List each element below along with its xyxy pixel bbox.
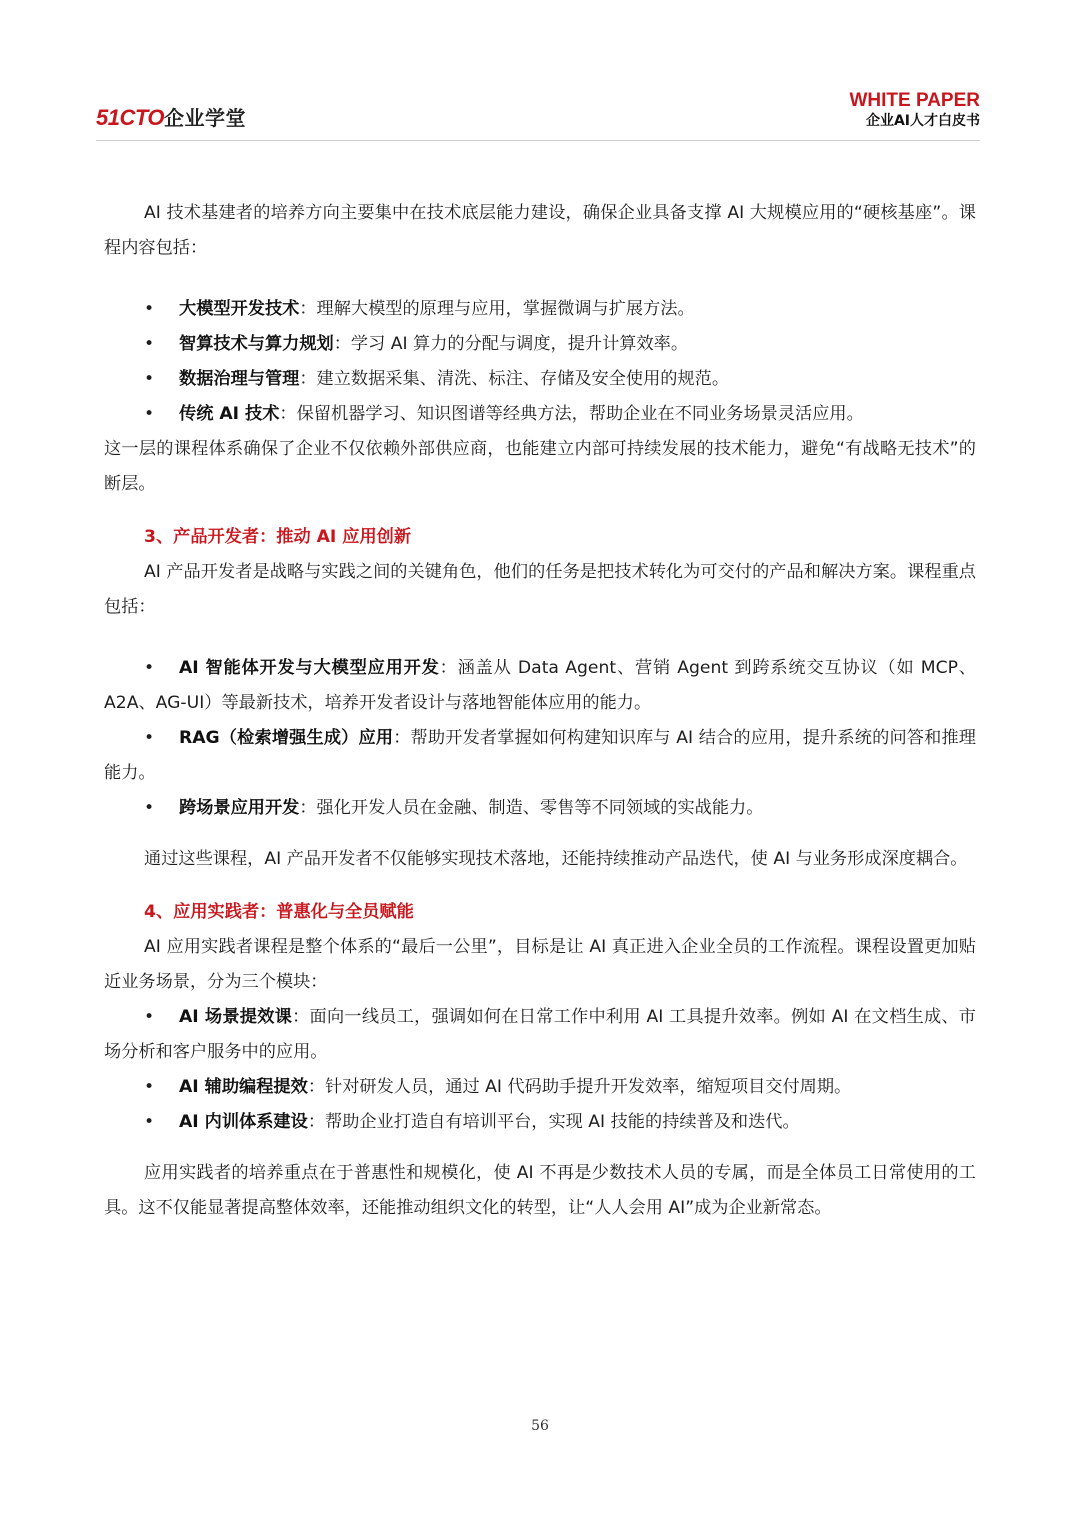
- list-item-term: 大模型开发技术: [179, 299, 300, 319]
- list-item: [104, 327, 976, 362]
- white-paper-subtitle: 企业AI人才白皮书: [865, 113, 980, 129]
- list-item-term: AI 智能体开发与大模型应用开发: [179, 658, 440, 678]
- logo-brand: 51CTO: [96, 105, 165, 130]
- 51cto-logo: [96, 102, 246, 131]
- bullet-icon: •: [144, 728, 155, 748]
- list-item-term: 传统 AI 技术: [179, 404, 280, 424]
- list-item-term: AI 辅助编程提效: [179, 1077, 308, 1097]
- list-item-desc: ：针对研发人员，通过 AI 代码助手提升开发效率，缩短项目交付周期。: [307, 1077, 852, 1097]
- list-item: [104, 397, 976, 432]
- list-item: [104, 651, 976, 721]
- list-item: [104, 292, 976, 327]
- list-item-term: AI 场景提效课: [179, 1007, 293, 1027]
- section2-conclusion: 这一层的课程体系确保了企业不仅依赖外部供应商，也能建立内部可持续发展的技术能力，避免“有战略无技术”的断层。: [104, 439, 976, 494]
- bullet-icon: •: [144, 334, 155, 354]
- bullet-icon: •: [144, 404, 155, 424]
- list-item: [104, 1070, 976, 1105]
- list-item-desc: ：强化开发人员在金融、制造、零售等不同领域的实战能力。: [299, 798, 764, 818]
- logo-school: 企业学堂: [164, 106, 247, 130]
- list-item-desc: ：保留机器学习、知识图谱等经典方法，帮助企业在不同业务场景灵活应用。: [279, 404, 864, 424]
- list-item-term: 数据治理与管理: [179, 369, 300, 389]
- bullet-icon: •: [144, 1007, 155, 1027]
- page-header: [96, 88, 980, 140]
- bullet-icon: •: [144, 1077, 155, 1097]
- list-item: [104, 362, 976, 397]
- list-item-desc: ：学习 AI 算力的分配与调度，提升计算效率。: [333, 334, 689, 354]
- list-item-term: RAG（检索增强生成）应用: [179, 728, 394, 748]
- header-divider: [96, 140, 980, 141]
- section4-heading: 4、应用实践者：普惠化与全员赋能: [144, 902, 414, 922]
- list-item: [104, 1000, 976, 1070]
- white-paper-label: [849, 90, 980, 130]
- white-paper-title: WHITE PAPER: [849, 90, 980, 111]
- bullet-icon: •: [144, 369, 155, 389]
- section3-intro: AI 产品开发者是战略与实践之间的关键角色，他们的任务是把技术转化为可交付的产品和解决方案。课程重点包括：: [104, 562, 976, 617]
- section4-conclusion: 应用实践者的培养重点在于普惠性和规模化，使 AI 不再是少数技术人员的专属，而是全体员工日常使用的工具。这不仅能显著提高整体效率，还能推动组织文化的转型，让“人人会用 AI”成为企业新常态。: [104, 1163, 976, 1218]
- list-item: [104, 721, 976, 791]
- bullet-icon: •: [144, 658, 155, 678]
- list-item-desc: ：理解大模型的原理与应用，掌握微调与扩展方法。: [299, 299, 695, 319]
- section3-heading: 3、产品开发者：推动 AI 应用创新: [144, 527, 412, 547]
- list-item-desc: ：帮助企业打造自有培训平台，实现 AI 技能的持续普及和迭代。: [307, 1112, 800, 1132]
- document-body: [104, 196, 976, 1226]
- list-item-desc: ：涵盖从 Data Agent、营销 Agent 到跨系统交互协议（如 MCP、A2A、AG-UI）等最新技术，培养开发者设计与落地智能体应用的能力。: [104, 658, 976, 713]
- page-number: 56: [531, 1418, 549, 1434]
- list-item-desc: ：帮助开发者掌握如何构建知识库与 AI 结合的应用，提升系统的问答和推理能力。: [104, 728, 976, 783]
- list-item: [104, 1105, 976, 1140]
- section2-intro: AI 技术基建者的培养方向主要集中在技术底层能力建设，确保企业具备支撑 AI 大规模应用的“硬核基座”。课程内容包括：: [104, 203, 976, 258]
- section3-conclusion: 通过这些课程，AI 产品开发者不仅能够实现技术落地，还能持续推动产品迭代，使 AI 与业务形成深度耦合。: [144, 849, 968, 869]
- bullet-icon: •: [144, 299, 155, 319]
- list-item-desc: ：面向一线员工，强调如何在日常工作中利用 AI 工具提升效率。例如 AI 在文档生成、市场分析和客户服务中的应用。: [104, 1007, 976, 1062]
- section4-intro: AI 应用实践者课程是整个体系的“最后一公里”，目标是让 AI 真正进入企业全员的工作流程。课程设置更加贴近业务场景，分为三个模块：: [104, 937, 976, 992]
- list-item-term: AI 内训体系建设: [179, 1112, 308, 1132]
- list-item: [104, 791, 976, 826]
- list-item-desc: ：建立数据采集、清洗、标注、存储及安全使用的规范。: [299, 369, 730, 389]
- list-item-term: 智算技术与算力规划: [179, 334, 334, 354]
- bullet-icon: •: [144, 1112, 155, 1132]
- list-item-term: 跨场景应用开发: [179, 798, 300, 818]
- bullet-icon: •: [144, 798, 155, 818]
